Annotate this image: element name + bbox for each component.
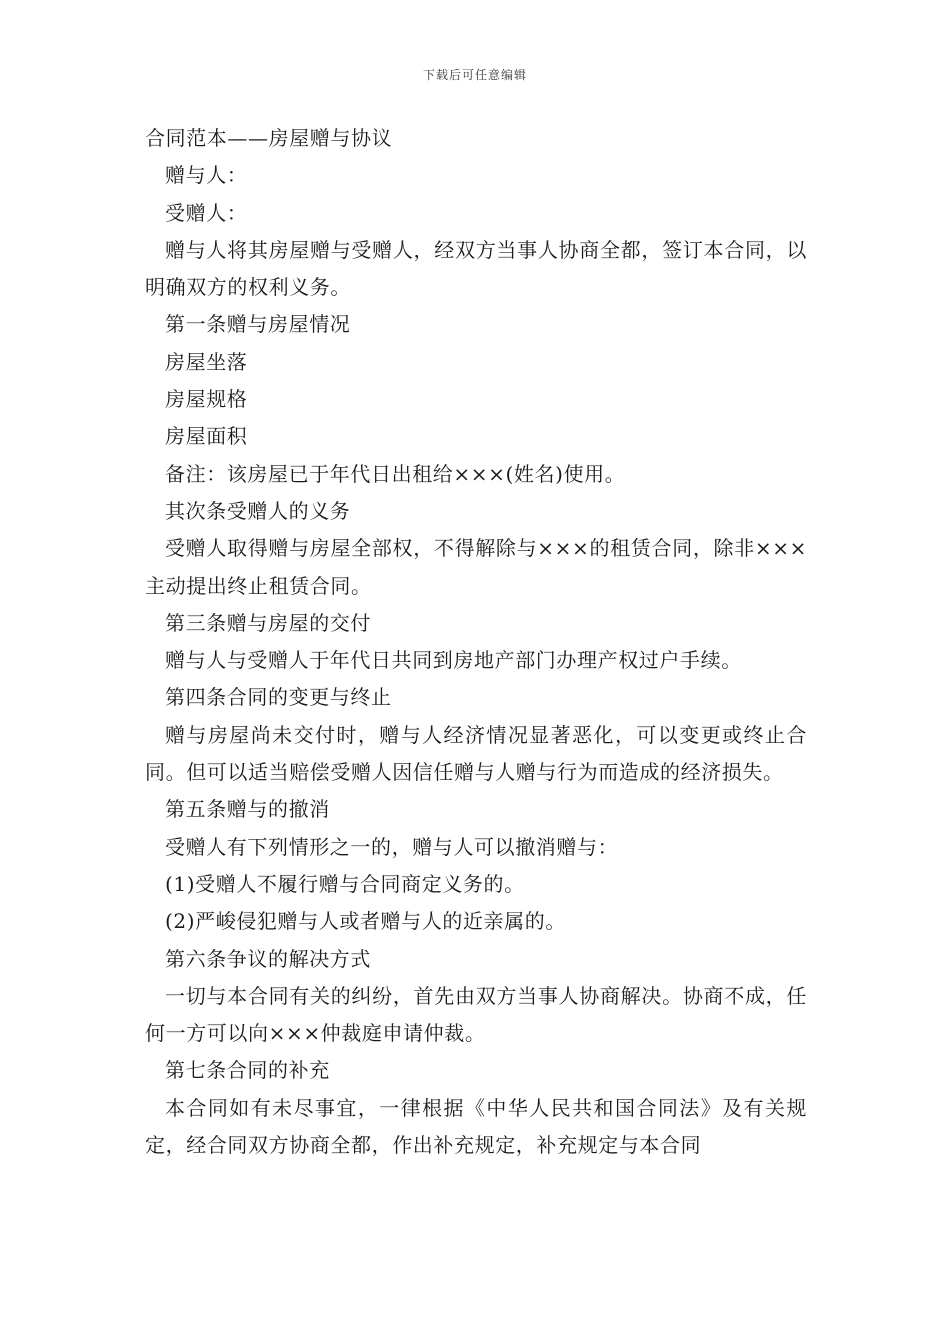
paragraph-supplement: 本合同如有未尽事宜，一律根据《中华人民共和国合同法》及有关规定，经合同双方协商全都，作出补充规定，补充规定与本合同 — [145, 1095, 807, 1158]
article-3-heading: 第三条赠与房屋的交付 — [165, 610, 371, 635]
paragraph-change-termination: 赠与房屋尚未交付时，赠与人经济情况显著恶化，可以变更或终止合同。但可以适当赔偿受赠人因信任赠与人赠与行为而造成的经济损失。 — [145, 722, 807, 785]
paragraph-dispute: 一切与本合同有关的纠纷，首先由双方当事人协商解决。协商不成，任何一方可以向×××仲裁庭申请仲裁。 — [145, 983, 807, 1046]
page-header: 下载后可任意编辑 — [422, 68, 527, 82]
article-2-heading: 其次条受赠人的义务 — [165, 498, 351, 523]
paragraph-house-location: 房屋坐落 — [165, 349, 248, 374]
paragraph-donee-obligation: 受赠人取得赠与房屋全部权，不得解除与×××的租赁合同，除非×××主动提出终止租赁合同。 — [145, 536, 807, 598]
article-1-heading: 第一条赠与房屋情况 — [165, 312, 351, 337]
paragraph-delivery: 赠与人与受赠人于年代日共同到房地产部门办理产权过户手续。 — [165, 648, 742, 673]
list-item-2: (2)严峻侵犯赠与人或者赠与人的近亲属的。 — [165, 909, 566, 934]
article-4-heading: 第四条合同的变更与终止 — [165, 685, 392, 710]
paragraph-revocation: 受赠人有下列情形之一的，赠与人可以撤消赠与： — [165, 834, 619, 859]
paragraph-preamble: 赠与人将其房屋赠与受赠人，经双方当事人协商全都，签订本合同，以明确双方的权利义务。 — [145, 237, 807, 300]
article-7-heading: 第七条合同的补充 — [165, 1058, 330, 1083]
paragraph-house-area: 房屋面积 — [165, 424, 248, 449]
paragraph-house-spec: 房屋规格 — [165, 387, 248, 412]
paragraph-remark: 备注：该房屋已于年代日出租给×××(姓名)使用。 — [165, 461, 626, 486]
paragraph-donee: 受赠人： — [165, 200, 248, 225]
article-6-heading: 第六条争议的解决方式 — [165, 946, 371, 971]
article-5-heading: 第五条赠与的撤消 — [165, 797, 330, 822]
document-body — [145, 120, 807, 1164]
document-title: 合同范本——房屋赠与协议 — [145, 126, 393, 150]
paragraph-donor: 赠与人： — [165, 163, 248, 188]
list-item-1: (1)受赠人不履行赠与合同商定义务的。 — [165, 871, 525, 896]
